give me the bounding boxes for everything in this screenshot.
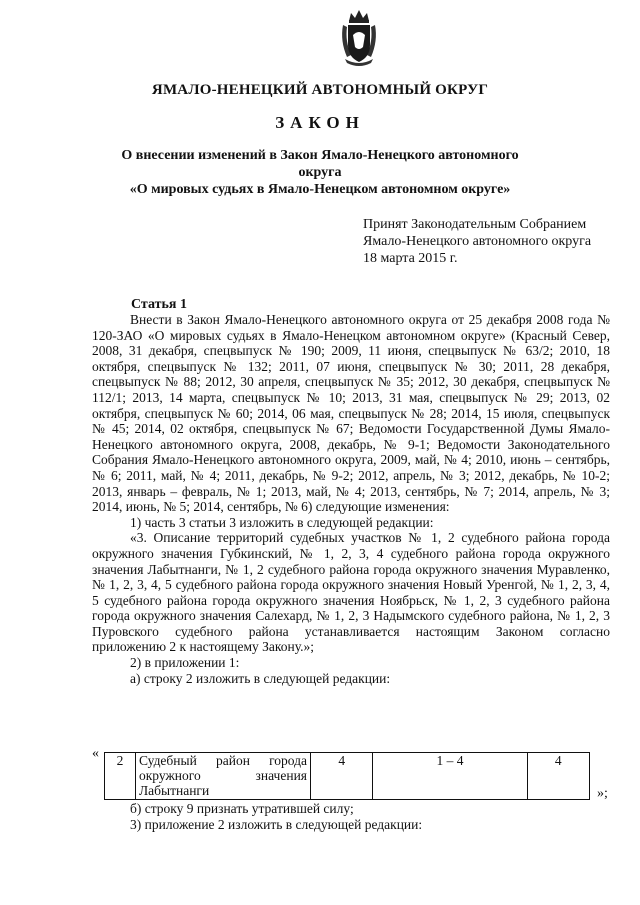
item-2-label: 2) в приложении 1: bbox=[130, 655, 240, 671]
article-heading: Статья 1 bbox=[131, 297, 187, 312]
subtitle-line: «О мировых судьях в Ямало-Ненецком автономном округе» bbox=[129, 182, 511, 197]
adoption-note bbox=[363, 216, 623, 267]
adoption-line: Ямало-Ненецкого автономного округа bbox=[363, 234, 592, 249]
table-row bbox=[105, 753, 590, 800]
article-continuation bbox=[130, 801, 422, 832]
table-cell-range: 1 – 4 bbox=[373, 753, 527, 800]
region-title: ЯМАЛО-НЕНЕЦКИЙ АВТОНОМНЫЙ ОКРУГ bbox=[151, 82, 489, 98]
table bbox=[104, 752, 590, 800]
article-body bbox=[92, 312, 610, 686]
table-cell-number: 2 bbox=[105, 753, 136, 800]
document-type: ЗАКОН bbox=[275, 113, 365, 132]
coat-of-arms-emblem bbox=[339, 7, 379, 67]
adoption-line: 18 марта 2015 г. bbox=[363, 251, 458, 266]
law-subtitle bbox=[110, 147, 530, 198]
table-cell-value: 4 bbox=[527, 753, 589, 800]
open-quote: « bbox=[92, 746, 99, 761]
adoption-line: Принят Законодательным Собранием bbox=[363, 217, 587, 232]
item-2b: б) строку 9 признать утратившей силу; bbox=[130, 801, 354, 816]
item-1-label: 1) часть 3 статьи 3 изложить в следующей редакции: bbox=[130, 514, 434, 530]
item-1-text: «3. Описание территорий судебных участков № 1, 2 судебного района города окружного значения Губкинский, № 1, 2, 3, 4 судебного района города окружного значения Лабытнанги, № 1, 2 судебного района города окружного значения Муравленко, № 1, 2, 3, 4, 5 судебного района города окружного значения Новый Уренгой, № 1, 2, 3, 4, 5 судебного района города окружного значения Ноябрьск, № 1, 2, 3 судебного района города окружного значения Салехард, № 1, 2, 3 Надымского судебного района, № 1, 2, 3 Пуровского судебного района устанавливается настоящим Законом согласно приложению 2 к настоящему Закону.»; bbox=[92, 530, 610, 655]
item-3: 3) приложение 2 изложить в следующей редакции: bbox=[130, 816, 423, 832]
close-quote: »; bbox=[597, 786, 608, 801]
table-cell-district: Судебный район города окружного значения Лабытнанги bbox=[136, 753, 311, 800]
item-2a-label: а) строку 2 изложить в следующей редакции: bbox=[130, 670, 391, 686]
table-cell-value: 4 bbox=[311, 753, 373, 800]
article-intro: Внести в Закон Ямало-Ненецкого автономного округа от 25 декабря 2008 года № 120-ЗАО «О мировых судьях в Ямало-Ненецком автономном округе» (Красный Север, 2008, 31 декабря, спецвыпуск № 190; 2009, 11 июня, спецвыпуск № 63/2; 2010, 18 октября, спецвыпуск № 132; 2011, 07 июня, спецвыпуск № 30; 2011, 28 декабря, спецвыпуск № 88; 2012, 30 апреля, спецвыпуск № 35; 2012, 30 декабря, спецвыпуск № 112/1; 2013, 14 марта, спецвыпуск № 10; 2013, 31 мая, спецвыпуск № 29; 2013, 02 октября, спецвыпуск № 60; 2014, 06 мая, спецвыпуск № 28; 2014, 15 июля, спецвыпуск № 45; 2014, 02 октября, спецвыпуск № 67; Ведомости Государственной Думы Ямало-Ненецкого автономного округа, 2008, декабрь, № 9-1; Ведомости Законодательного Собрания Ямало-Ненецкого автономного округа, 2009, май, № 4; 2010, июнь – сентябрь, № 6; 2011, май, № 4; 2011, декабрь, № 9-2; 2012, апрель, № 3; 2012, декабрь, № 10-2; 2013, январь – февраль, № 1; 2013, май, № 4; 2013, сентябрь, № 7; 2014, апрель, № 3; 2014, июнь, № 5; 2014, сентябрь, № 6) следующие изменения: bbox=[92, 312, 610, 515]
amended-row-table bbox=[92, 748, 610, 802]
subtitle-line: О внесении изменений в Закон Ямало-Ненецкого автономного округа bbox=[121, 148, 519, 180]
